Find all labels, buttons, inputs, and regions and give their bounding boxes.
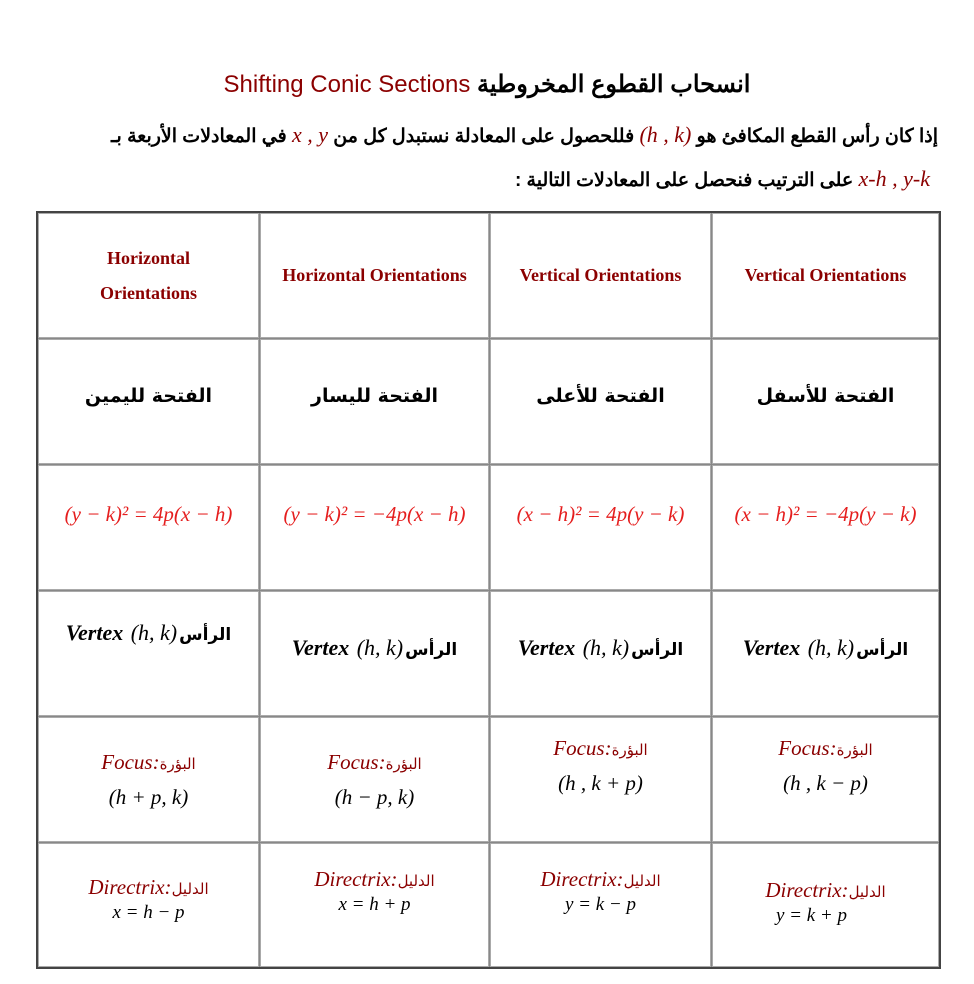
directrix-label-ar: الدليل bbox=[397, 871, 435, 890]
intro-text-2: فللحصول على المعادلة نستبدل كل من bbox=[333, 126, 635, 147]
title-arabic: انسحاب القطوع المخروطية bbox=[477, 71, 751, 98]
focus-value: (h − p, k) bbox=[334, 784, 415, 809]
directrix-value: y = k − p bbox=[564, 893, 636, 915]
directrix-cell bbox=[260, 843, 489, 967]
focus-cell bbox=[712, 717, 939, 842]
focus-label-ar: البؤرة bbox=[611, 740, 648, 759]
intro-vertex: (h , k) bbox=[639, 122, 692, 147]
vertex-cell bbox=[38, 591, 259, 716]
vertex-cell bbox=[712, 591, 939, 716]
focus-label-en: Focus: bbox=[778, 735, 837, 760]
vertex-label-ar: الرأس bbox=[631, 639, 684, 660]
focus-cell bbox=[490, 717, 711, 842]
directrix-value: x = h + p bbox=[338, 893, 411, 915]
focus-label-ar: البؤرة bbox=[159, 754, 196, 773]
focus-value: (h , k − p) bbox=[783, 770, 868, 795]
vertex-label-ar: الرأس bbox=[856, 639, 909, 660]
directrix-label-ar: الدليل bbox=[623, 871, 661, 890]
vertex-label-en: Vertex bbox=[517, 634, 576, 660]
directrix-label bbox=[88, 875, 208, 900]
equation-cell bbox=[260, 465, 489, 590]
equation-cell bbox=[712, 465, 939, 590]
focus-label-en: Focus: bbox=[553, 735, 612, 760]
vertex-label-ar: الرأس bbox=[405, 639, 458, 660]
vertex-text bbox=[292, 635, 457, 661]
vertex-label-en: Vertex bbox=[65, 619, 124, 645]
directrix-cell bbox=[38, 843, 259, 967]
directrix-label bbox=[765, 878, 885, 903]
directrix-label-en: Directrix: bbox=[540, 866, 624, 891]
focus-cell bbox=[38, 717, 259, 842]
header-label: Vertical Orientations bbox=[519, 265, 682, 285]
focus-value: (h , k + p) bbox=[558, 770, 643, 795]
title-english: Shifting Conic Sections bbox=[223, 71, 471, 98]
directrix-value: y = k + p bbox=[775, 904, 847, 926]
opening-cell bbox=[260, 339, 489, 464]
focus-label bbox=[778, 736, 872, 761]
vertex-value: (h, k) bbox=[130, 619, 178, 645]
opening-label: الفتحة لليمين bbox=[84, 384, 213, 407]
header-cell bbox=[260, 213, 489, 338]
vertex-value: (h, k) bbox=[807, 634, 855, 660]
opening-label: الفتحة لليسار bbox=[311, 384, 438, 407]
vertex-cell bbox=[490, 591, 711, 716]
opening-cell bbox=[490, 339, 711, 464]
header-label: Vertical Orientations bbox=[744, 265, 907, 285]
header-cell bbox=[490, 213, 711, 338]
focus-label bbox=[327, 750, 421, 775]
focus-label-ar: البؤرة bbox=[836, 740, 873, 759]
opening-cell bbox=[38, 339, 259, 464]
vertex-value: (h, k) bbox=[356, 634, 404, 660]
directrix-label-en: Directrix: bbox=[765, 877, 849, 902]
opening-label: الفتحة للأسفل bbox=[756, 384, 895, 407]
directrix-label-ar: الدليل bbox=[848, 882, 886, 901]
vertex-label-en: Vertex bbox=[291, 634, 350, 660]
intro-text-3: في المعادلات الأربعة بـ bbox=[110, 126, 287, 147]
focus-label bbox=[101, 750, 195, 775]
conic-table bbox=[36, 211, 941, 969]
header-label: Orientations bbox=[100, 282, 197, 303]
equation: (y − k)² = 4p(x − h) bbox=[64, 502, 233, 526]
focus-cell bbox=[260, 717, 489, 842]
equation: (x − h)² = −4p(y − k) bbox=[734, 502, 917, 526]
intro-line-1 bbox=[18, 122, 938, 148]
equation: (y − k)² = −4p(x − h) bbox=[283, 502, 466, 526]
equation-cell bbox=[38, 465, 259, 590]
header-label: Horizontal bbox=[107, 247, 190, 268]
intro-line-2 bbox=[10, 166, 930, 192]
vertex-value: (h, k) bbox=[582, 634, 630, 660]
header-cell bbox=[38, 213, 259, 338]
focus-value: (h + p, k) bbox=[108, 784, 189, 809]
directrix-cell bbox=[712, 843, 939, 967]
focus-label-en: Focus: bbox=[327, 749, 386, 774]
directrix-value: x = h − p bbox=[112, 901, 185, 923]
directrix-label-en: Directrix: bbox=[314, 866, 398, 891]
directrix-label bbox=[540, 867, 660, 892]
vertex-text bbox=[518, 635, 683, 661]
equation: (x − h)² = 4p(y − k) bbox=[516, 502, 685, 526]
vertex-cell bbox=[260, 591, 489, 716]
vertex-label-en: Vertex bbox=[742, 634, 801, 660]
focus-label bbox=[553, 736, 647, 761]
equation-cell bbox=[490, 465, 711, 590]
directrix-label-ar: الدليل bbox=[171, 879, 209, 898]
focus-label-en: Focus: bbox=[101, 749, 160, 774]
intro-text-4: على الترتيب فنحصل على المعادلات التالية : bbox=[514, 170, 854, 191]
intro-vars: x , y bbox=[291, 122, 329, 147]
vertex-label-ar: الرأس bbox=[179, 624, 232, 645]
vertex-text bbox=[743, 635, 908, 661]
header-label: Horizontal Orientations bbox=[282, 265, 467, 285]
intro-text-1: إذا كان رأس القطع المكافئ هو bbox=[696, 126, 938, 147]
focus-label-ar: البؤرة bbox=[385, 754, 422, 773]
directrix-label bbox=[314, 867, 434, 892]
directrix-cell bbox=[490, 843, 711, 967]
opening-cell bbox=[712, 339, 939, 464]
vertex-text bbox=[66, 620, 231, 646]
opening-label: الفتحة للأعلى bbox=[536, 384, 665, 407]
header-cell bbox=[712, 213, 939, 338]
directrix-label-en: Directrix: bbox=[88, 874, 172, 899]
intro-expr: x-h , y-k bbox=[858, 166, 930, 191]
page-title bbox=[0, 70, 974, 99]
